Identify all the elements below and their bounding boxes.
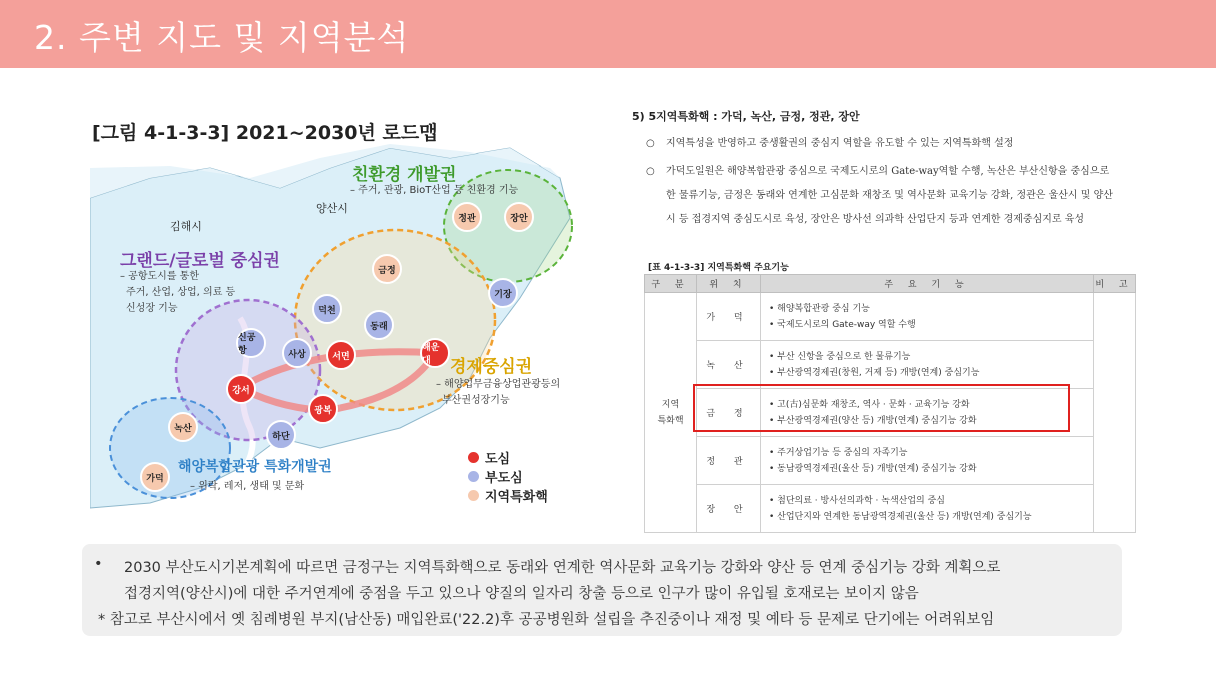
table-group-line: 지역 <box>661 399 680 410</box>
map-node-noksan: 녹산 <box>168 412 198 442</box>
map-node-jeonggwan: 정관 <box>452 202 482 232</box>
table-function-item: • 산업단지와 연계한 동남광역경제권(울산 등) 개방(연계) 중심기능 <box>769 511 1032 522</box>
highlight-box-geumjeong <box>693 384 1070 432</box>
summary-line-2: 접경지역(양산시)에 대한 주거연계에 중점을 두고 있으나 양질의 일자리 창출 등으로 인구가 많이 유입될 호재로는 보이지 않음 <box>124 586 919 602</box>
table-header: 주 요 기 능 <box>761 275 1094 293</box>
map-node-singonghang: 신공항 <box>236 328 266 358</box>
zone-sub-marine: – 위락, 레저, 생태 및 문화 <box>190 481 305 492</box>
zone-title-econ: 경제중심권 <box>450 357 533 377</box>
map-node-jangan: 장안 <box>504 202 534 232</box>
table-function-item: • 동남광역경제권(울산 등) 개방(연계) 중심기능 강화 <box>769 463 977 474</box>
summary-line-1: 2030 부산도시기본계획에 따르면 금정구는 지역특화핵으로 동래와 연계한 역사문화 교육기능 강화와 양산 등 연계 중심기능 강화 계획으로 <box>124 560 1001 576</box>
table-functions <box>761 293 1094 341</box>
doc-paragraph-2-text: 가덕도일원은 해양복합관광 중심으로 국제도시로의 Gate-way역할 수행, 녹산은 부산신항을 중심으로 한 물류기능, 금정은 동래와 연계한 고심문화 재창조 및 역사문화 교육기능 강화, 정관은 울산시 및 양산시 등 접경지역 중심도시로 육성, 장안은 방사선 의과학 산업단지 등과 연계한 경제중심지로 육성 <box>666 166 1113 225</box>
page-title: 2. 주변 지도 및 지역분석 <box>34 18 410 57</box>
table-function-item: • 부산 신항을 중심으로 한 물류기능 <box>769 351 911 362</box>
table-functions <box>761 341 1094 389</box>
zone-sub-grand-3: 신성장 기능 <box>126 303 178 314</box>
legend-dot-core <box>468 452 479 463</box>
table-location: 가 덕 <box>697 293 761 341</box>
zone-sub-grand-2: 주거, 산업, 상업, 의료 등 <box>126 287 236 298</box>
map-node-geumjeong: 금정 <box>372 254 402 284</box>
legend-label-local: 지역특화핵 <box>485 490 548 505</box>
table-location: 장 안 <box>697 485 761 533</box>
table-functions <box>761 437 1094 485</box>
table-function-item: • 고(古)심문화 재창조, 역사 · 문화 · 교육기능 강화 <box>769 399 970 410</box>
table-header: 위 치 <box>697 275 761 293</box>
doc-bullet: ○ <box>646 138 655 149</box>
legend-dot-sub <box>468 471 479 482</box>
map-node-gadeok: 가덕 <box>140 462 170 492</box>
table-location: 녹 산 <box>697 341 761 389</box>
map-legend <box>468 448 548 505</box>
doc-paragraph-2 <box>646 160 1116 232</box>
figure-caption: [그림 4-1-3-3] 2021~2030년 로드맵 <box>92 122 438 144</box>
table-group-cell <box>645 293 697 533</box>
map-node-gijang: 기장 <box>488 278 518 308</box>
zone-sub-eco: – 주거, 관광, BioT산업 등 친환경 기능 <box>350 185 519 196</box>
table-function-item: • 해양복합관광 중심 기능 <box>769 303 870 314</box>
map-node-sasang: 사상 <box>282 338 312 368</box>
table-header: 구 분 <box>645 275 697 293</box>
table-function-item: • 부산광역경제권(양산 등) 개방(연계) 중심기능 강화 <box>769 415 977 426</box>
table-location: 금 정 <box>697 389 761 437</box>
table-row <box>645 485 1136 533</box>
plan-document <box>624 104 1134 524</box>
legend-dot-local <box>468 490 479 501</box>
table-row <box>645 341 1136 389</box>
map-node-deokcheon: 덕천 <box>312 294 342 324</box>
zone-sub-grand-1: – 공항도시를 통한 <box>120 271 199 282</box>
zone-title-grand: 그랜드/글로벌 중심권 <box>120 251 280 271</box>
table-header: 비 고 <box>1094 275 1136 293</box>
map-node-gwangbok: 광복 <box>308 394 338 424</box>
summary-box <box>82 544 1122 636</box>
doc-heading: 5) 5지역특화핵 : 가덕, 녹산, 금정, 정관, 장안 <box>632 110 860 123</box>
table-row <box>645 293 1136 341</box>
zone-sub-econ-1: – 해양업무금융상업관광등의 <box>436 379 561 390</box>
map-node-hadan: 하단 <box>266 420 296 450</box>
place-label-yangsan: 양산시 <box>316 202 348 215</box>
doc-paragraph-1 <box>646 132 1116 156</box>
place-label-gimhae: 김해시 <box>170 220 202 233</box>
table-location: 정 관 <box>697 437 761 485</box>
map-node-seomyeon: 서면 <box>326 340 356 370</box>
table-function-item: • 첨단의료 · 방사선의과학 · 녹색산업의 중심 <box>769 495 945 506</box>
table-group-line: 특화핵 <box>657 415 684 426</box>
map-node-haeundae: 해운대 <box>420 338 450 368</box>
legend-label-core: 도심 <box>485 452 511 467</box>
legend-label-sub: 부도심 <box>485 471 523 486</box>
table-function-item: • 주거상업기능 등 중심의 자족기능 <box>769 447 908 458</box>
table-header-row <box>645 275 1136 293</box>
zone-sub-econ-2: 부산권성장기능 <box>442 395 510 406</box>
table-caption: [표 4-1-3-3] 지역특화핵 주요기능 <box>648 263 789 273</box>
table-row <box>645 437 1136 485</box>
title-bar <box>0 0 1216 68</box>
summary-note: * 참고로 부산시에서 옛 침례병원 부지(남산동) 매입완료('22.2)후 공공병원화 설립을 추진중이나 재정 및 예타 등 문제로 단기에는 어려워보임 <box>98 612 995 628</box>
map-node-gangseo: 강서 <box>226 374 256 404</box>
table-note-cell <box>1094 293 1136 533</box>
table-functions <box>761 485 1094 533</box>
map-node-dongrae: 동래 <box>364 310 394 340</box>
doc-paragraph-1-text: 지역특성을 반영하고 중생활권의 중심지 역할을 유도할 수 있는 지역특화핵 설정 <box>666 138 1014 149</box>
summary-bullet: • <box>94 556 103 572</box>
zone-title-eco: 친환경 개발권 <box>352 165 457 185</box>
roadmap-figure <box>90 108 592 520</box>
table-function-item: • 국제도시로의 Gate-way 역할 수행 <box>769 319 916 330</box>
zone-title-marine: 해양복합관광 특화개발권 <box>178 459 332 475</box>
doc-bullet: ○ <box>646 166 655 177</box>
table-function-item: • 부산광역경제권(창원, 거제 등) 개방(연계) 중심기능 <box>769 367 980 378</box>
